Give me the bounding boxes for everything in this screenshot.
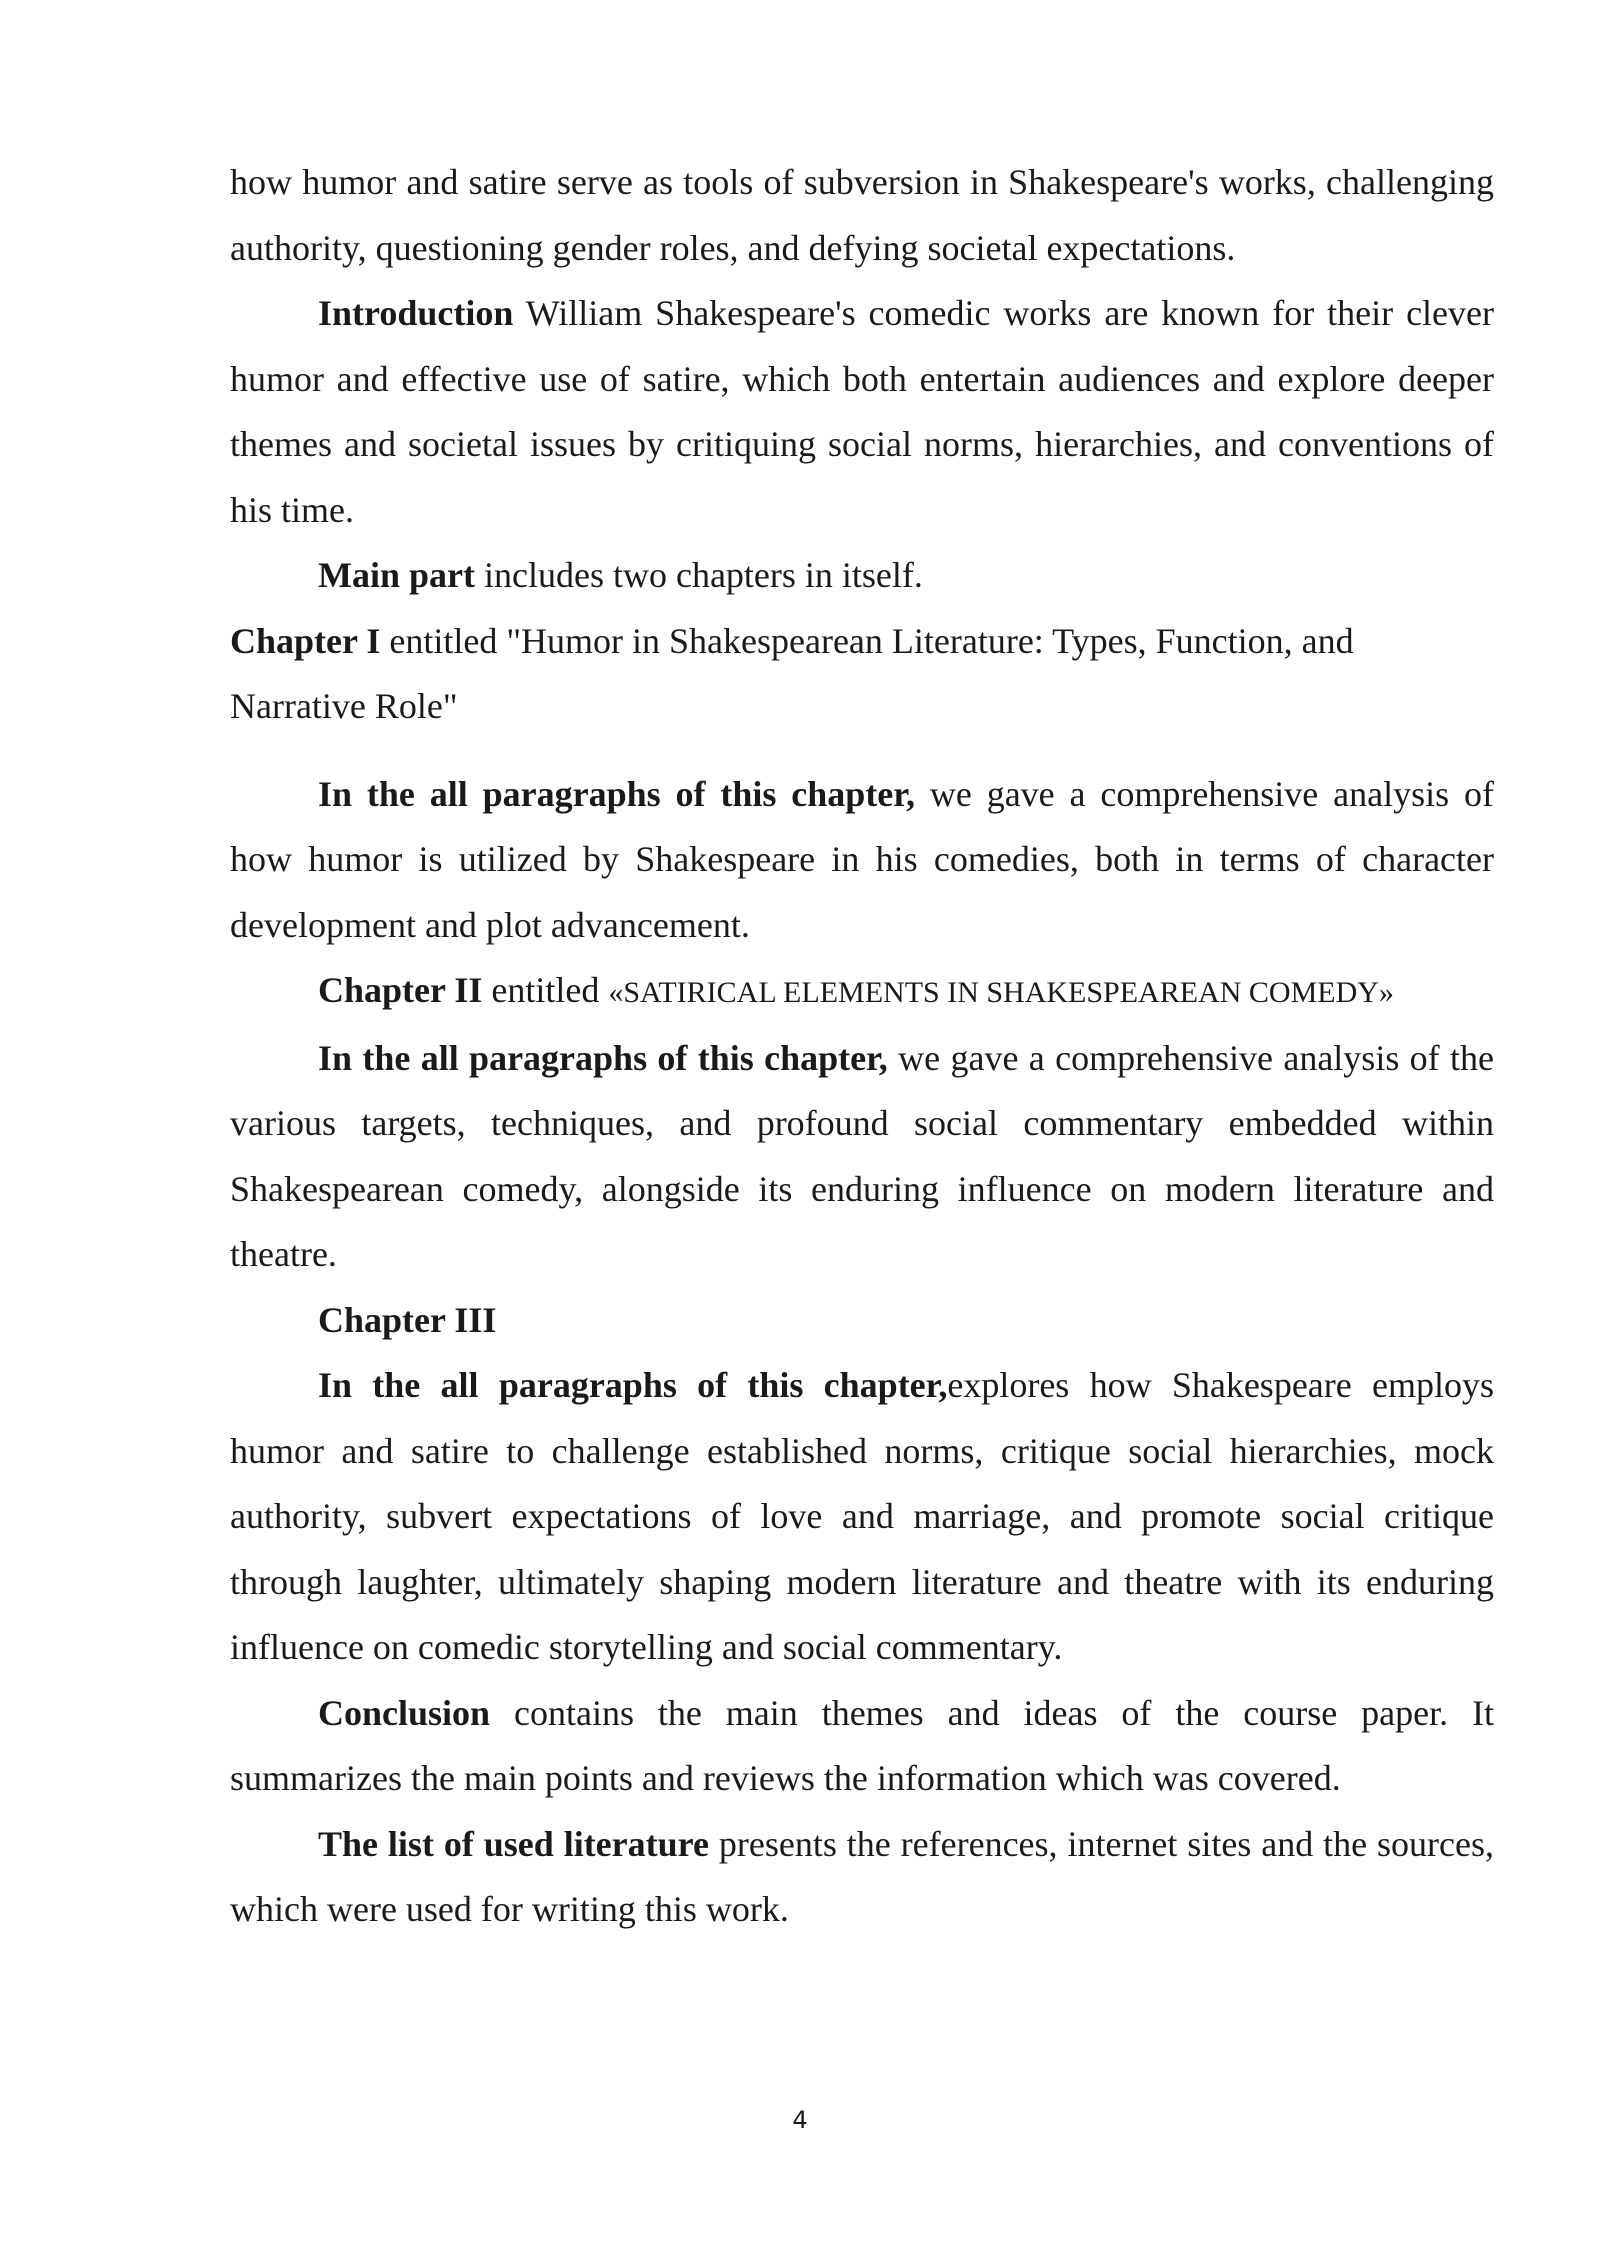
paragraph-text: contains the main themes and ideas of the course paper. It summarizes the main points and reviews the information which was covered. [230, 1692, 1494, 1798]
chapter-one-heading [230, 609, 1494, 740]
chapter-paragraphs-label: In the all paragraphs of this chapter, [318, 1037, 888, 1078]
paragraph-text: how humor and satire serve as tools of subversion in Shakespeare's works, challenging authority, questioning gender roles, and defying societal expectations. [230, 162, 1494, 268]
chapter-two-heading [230, 958, 1494, 1026]
paragraph-text: we gave a comprehensive analysis of how humor is utilized by Shakespeare in his comedies, both in terms of character development and plot advancement. [230, 773, 1494, 945]
chapter-two-paragraph [230, 1026, 1494, 1288]
paragraph-text: presents the references, internet sites and the sources, which were used for writing this work. [230, 1823, 1494, 1929]
chapter-three-paragraph [230, 1353, 1494, 1681]
introduction-paragraph [230, 281, 1494, 543]
paragraph-text: we gave a comprehensive analysis of the various targets, techniques, and profound social commentary embedded within Shakespearean comedy, alongside its enduring influence on modern literature and theatre. [230, 1037, 1494, 1274]
chapter-one-label: Chapter I [230, 620, 381, 661]
paragraph-text: explores how Shakespeare employs humor and satire to challenge established norms, critique social hierarchies, mock authority, subvert expectations of love and marriage, and promote social critique through laughter, ultimately shaping modern literature and theatre with its enduring influence on comedic storytelling and social commentary. [230, 1365, 1495, 1667]
chapter-one-paragraph [230, 762, 1494, 959]
chapter-two-title: «SATIRICAL ELEMENTS IN SHAKESPEAREAN COMEDY» [608, 976, 1394, 1009]
paragraph-text: William Shakespeare's comedic works are known for their clever humor and effective use of satire, which both entertain audiences and explore deeper themes and societal issues by critiquing social norms, hierarchies, and conventions of his time. [230, 293, 1494, 530]
paragraph-text: entitled [482, 970, 609, 1010]
chapter-three-heading [230, 1288, 1494, 1354]
literature-paragraph [230, 1812, 1494, 1943]
chapter-two-label: Chapter II [318, 970, 483, 1010]
conclusion-label: Conclusion [318, 1692, 491, 1733]
abstract-continuation [230, 150, 1494, 281]
main-part-label: Main part [318, 555, 475, 595]
conclusion-paragraph [230, 1681, 1494, 1812]
literature-label: The list of used literature [318, 1823, 709, 1864]
chapter-three-label: Chapter III [318, 1299, 497, 1340]
paragraph-text: includes two chapters in itself. [475, 555, 923, 595]
page-number: 4 [792, 2106, 808, 2134]
main-part-paragraph [230, 543, 1494, 609]
body-text [230, 150, 1494, 1943]
chapter-paragraphs-label: In the all paragraphs of this chapter, [318, 1365, 948, 1405]
introduction-label: Introduction [318, 293, 514, 333]
chapter-paragraphs-label: In the all paragraphs of this chapter, [318, 773, 915, 814]
chapter-one-title: entitled "Humor in Shakespearean Literature: Types, Function, and Narrative Role" [230, 620, 1354, 726]
